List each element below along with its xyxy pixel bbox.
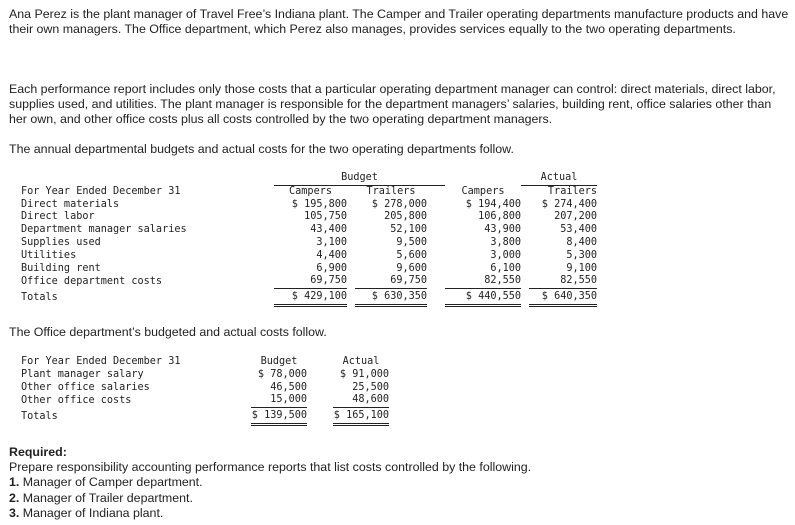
period-label: For Year Ended December 31 bbox=[21, 185, 181, 197]
required-heading: Required: bbox=[9, 445, 67, 459]
cell-value: 207,200 bbox=[554, 211, 597, 223]
intro-paragraph-1: Ana Perez is the plant manager of Travel Free’s Indiana plant. The Camper and Trailer operating departments manufacture products and have their own managers. The Office department, which Perez also manages, provides services equally to the two operating departments. bbox=[9, 7, 789, 37]
column-header-row bbox=[21, 185, 597, 198]
table-row bbox=[21, 199, 597, 212]
table-row bbox=[21, 382, 389, 395]
actual-group-header: Actual bbox=[521, 172, 597, 185]
cell-value: 9,100 bbox=[566, 262, 597, 274]
intro-paragraph-3: The annual departmental budgets and actual costs for the two operating departments follow. bbox=[9, 142, 514, 156]
cell-value: 5,600 bbox=[396, 249, 427, 261]
total-value: $ 429,100 bbox=[274, 289, 347, 306]
total-value: $ 640,350 bbox=[529, 289, 597, 306]
office-intro-paragraph: The Office department’s budgeted and actual costs follow. bbox=[9, 325, 327, 339]
row-label: Plant manager salary bbox=[21, 368, 144, 380]
totals-row bbox=[21, 408, 389, 425]
row-label: Direct materials bbox=[21, 198, 120, 210]
cell-value: 53,400 bbox=[560, 224, 597, 236]
row-label: Supplies used bbox=[21, 236, 101, 248]
col-header-budget-trailers: Trailers bbox=[366, 185, 416, 197]
budget-group-header: Budget bbox=[274, 172, 445, 185]
cell-value: 82,550 bbox=[484, 275, 521, 287]
cell-value: 3,800 bbox=[490, 236, 521, 248]
row-label: Other office salaries bbox=[21, 381, 150, 393]
required-instruction: Prepare responsibility accounting performance reports that list costs controlled by the following. bbox=[9, 460, 532, 475]
row-label: Utilities bbox=[21, 249, 77, 261]
list-item bbox=[9, 491, 791, 506]
required-list bbox=[9, 475, 791, 521]
col-header-actual-trailers: Trailers bbox=[547, 185, 597, 197]
total-value: $ 630,350 bbox=[355, 289, 427, 306]
cell-value: 82,550 bbox=[560, 275, 597, 287]
cell-value: 3,100 bbox=[316, 236, 347, 248]
cell-value: 9,600 bbox=[396, 262, 427, 274]
cell-value: 43,400 bbox=[310, 224, 347, 236]
cell-value: 5,300 bbox=[566, 249, 597, 261]
cell-value: 52,100 bbox=[390, 224, 427, 236]
cell-value: 6,900 bbox=[316, 262, 347, 274]
list-item bbox=[9, 475, 791, 490]
item-text: Manager of Camper department. bbox=[22, 475, 203, 490]
cell-value: 205,800 bbox=[384, 211, 427, 223]
col-header-actual: Actual bbox=[342, 356, 380, 367]
cell-value: 105,750 bbox=[304, 211, 347, 223]
table-row bbox=[21, 369, 389, 382]
cell-value: 3,000 bbox=[490, 249, 521, 261]
row-label: Office department costs bbox=[21, 275, 163, 287]
total-value: $ 440,550 bbox=[445, 289, 521, 306]
cell-value: 106,800 bbox=[478, 211, 521, 223]
list-item bbox=[9, 506, 791, 521]
department-costs-table bbox=[21, 172, 597, 307]
row-label: Building rent bbox=[21, 262, 101, 274]
cell-value: 46,500 bbox=[270, 381, 307, 393]
total-value: $ 165,100 bbox=[333, 408, 389, 425]
totals-row bbox=[21, 289, 597, 306]
item-text: Manager of Trailer department. bbox=[22, 490, 193, 505]
cell-value: 4,400 bbox=[316, 249, 347, 261]
table-row bbox=[21, 211, 597, 224]
column-header-row bbox=[21, 356, 389, 369]
item-number: 1. bbox=[9, 475, 20, 490]
cell-value: 9,500 bbox=[396, 236, 427, 248]
office-costs-table bbox=[21, 356, 389, 426]
row-label: Direct labor bbox=[21, 211, 95, 223]
cell-value: $ 194,400 bbox=[465, 198, 521, 210]
cell-value: $ 278,000 bbox=[371, 198, 427, 210]
period-label: For Year Ended December 31 bbox=[21, 356, 181, 367]
cell-value: 6,100 bbox=[490, 262, 521, 274]
group-header-row bbox=[21, 172, 597, 185]
item-number: 3. bbox=[9, 505, 20, 520]
cell-value: 8,400 bbox=[566, 236, 597, 248]
row-label: Other office costs bbox=[21, 394, 132, 406]
total-value: $ 139,500 bbox=[251, 408, 307, 425]
cell-value: 43,900 bbox=[484, 224, 521, 236]
totals-label: Totals bbox=[21, 291, 58, 303]
cell-value: $ 78,000 bbox=[257, 368, 307, 380]
cell-value: 69,750 bbox=[390, 275, 427, 287]
item-number: 2. bbox=[9, 490, 20, 505]
table-row bbox=[21, 224, 597, 237]
totals-label: Totals bbox=[21, 410, 58, 422]
cell-value: 25,500 bbox=[352, 381, 389, 393]
cell-value: 15,000 bbox=[270, 394, 307, 406]
cell-value: $ 274,400 bbox=[541, 198, 597, 210]
cell-value: $ 91,000 bbox=[339, 368, 389, 380]
intro-paragraph-2: Each performance report includes only those costs that a particular operating department manager can control: direct materials, direct labor, supplies used, and utilities. The plant manager is responsible for the department managers’ salaries, building rent, office salaries other than her own, and other office costs plus all costs controlled by the two operating department managers. bbox=[9, 82, 776, 127]
required-section bbox=[9, 445, 791, 521]
col-header-budget: Budget bbox=[260, 356, 298, 367]
table-row bbox=[21, 250, 597, 263]
col-header-budget-campers: Campers bbox=[289, 185, 332, 197]
cell-value: $ 195,800 bbox=[291, 198, 347, 210]
table-row bbox=[21, 394, 389, 407]
table-row bbox=[21, 263, 597, 276]
col-header-actual-campers: Campers bbox=[461, 185, 505, 197]
row-label: Department manager salaries bbox=[21, 224, 187, 236]
cell-value: 48,600 bbox=[352, 394, 389, 406]
item-text: Manager of Indiana plant. bbox=[22, 505, 164, 520]
table-row bbox=[21, 237, 597, 250]
cell-value: 69,750 bbox=[310, 275, 347, 287]
table-row bbox=[21, 275, 597, 288]
